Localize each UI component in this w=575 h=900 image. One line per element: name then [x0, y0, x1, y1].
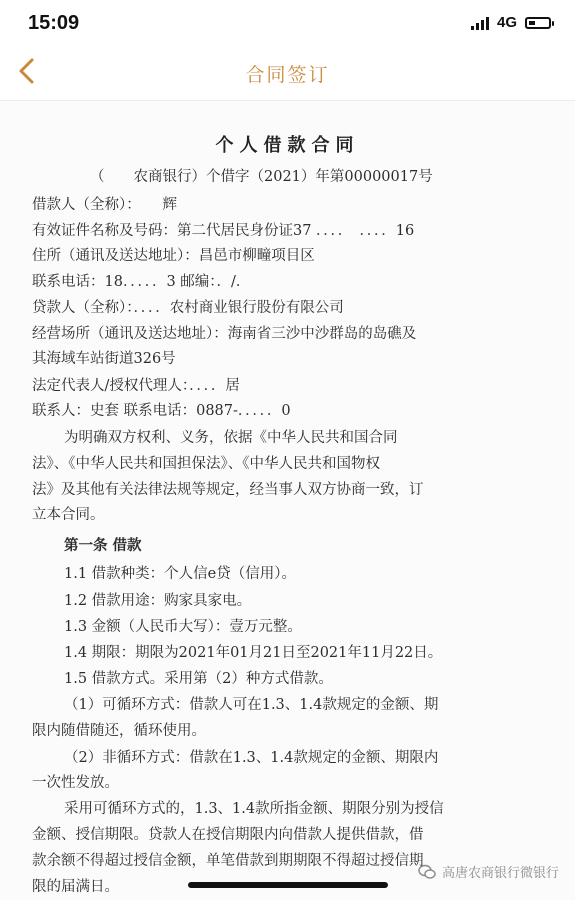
contract-line: 立本合同。 — [32, 507, 105, 523]
contract-line: 法》及其他有关法律法规等规定，经当事人双方协商一致，订 — [32, 482, 424, 498]
contract-line: 1.4 期限：期限为2021年01月21日至2021年11月22日。 — [64, 645, 443, 661]
contract-line: 金额、授信期限。贷款人在授信期限内向借款人提供借款，借 — [32, 827, 424, 843]
contract-line: 1.5 借款方式。采用第（2）种方式借款。 — [64, 671, 333, 687]
wechat-icon — [418, 864, 436, 880]
battery-icon — [525, 17, 551, 29]
contract-line: 一次性发放。 — [32, 775, 119, 791]
contract-line: 住所（通讯及送达地址）：昌邑市柳疃项目区 — [32, 248, 315, 264]
nav-header — [0, 44, 575, 101]
watermark-text: 高唐农商银行微银行 — [441, 866, 559, 881]
home-indicator[interactable] — [188, 882, 388, 888]
watermark — [418, 862, 559, 881]
page-title: 合同签订 — [245, 64, 330, 86]
contract-line: 限的届满日。 — [32, 879, 119, 895]
section-heading: 第一条 借款 — [64, 537, 142, 554]
contract-line: （2）非循环方式：借款在1.3、1.4款规定的金额、期限内 — [64, 750, 439, 766]
contract-line: 款余额不得超过授信金额，单笔借款到期期限不得超过授信期 — [32, 853, 424, 869]
contract-title: 个人借款合同 — [215, 135, 360, 156]
status-time: 15:09 — [28, 12, 80, 34]
contract-line: 贷款人（全称）：．．．．农村商业银行股份有限公司 — [32, 300, 344, 316]
contract-line: 经营场所（通讯及送达地址）：海南省三沙中沙群岛的岛礁及 — [32, 326, 417, 342]
contract-line: 采用可循环方式的，1.3、1.4款所指金额、期限分别为授信 — [64, 801, 444, 817]
status-bar — [0, 0, 575, 44]
network-type: 4G — [496, 14, 517, 31]
contract-line: 限内随借随还，循环使用。 — [32, 723, 206, 739]
contract-line: 借款人（全称）： 辉 — [32, 197, 177, 213]
status-right — [471, 14, 551, 31]
contract-line: 其海域车站街道326号 — [32, 351, 176, 367]
cellular-signal-icon — [471, 16, 489, 30]
contract-line: 1.3 金额（人民币大写）：壹万元整。 — [64, 619, 302, 635]
contract-paper — [0, 101, 575, 900]
contract-line: 联系人：史套 联系电话：0887-．．．．．0 — [32, 403, 291, 419]
contract-line: 法》、《中华人民共和国担保法》、《中华人民共和国物权 — [32, 456, 380, 472]
contract-line: 1.1 借款种类：个人信e贷（信用）。 — [64, 566, 296, 582]
contract-document[interactable] — [0, 101, 575, 900]
contract-line: （1）可循环方式：借款人可在1.3、1.4款规定的金额、期 — [64, 697, 439, 713]
contract-line: 法定代表人/授权代理人：．．．．居 — [32, 378, 240, 394]
contract-line: 联系电话：18．．．．．3 邮编：．/． — [32, 274, 251, 290]
contract-number: （ 农商银行）个借字（2021）年第00000017号 — [90, 169, 433, 185]
contract-line: 为明确双方权利、义务，依据《中华人民共和国合同 — [64, 430, 398, 446]
contract-line: 1.2 借款用途：购家具家电。 — [64, 593, 252, 609]
contract-line: 有效证件名称及号码：第二代居民身份证37 ．．．． ．．．．16 — [32, 223, 415, 239]
